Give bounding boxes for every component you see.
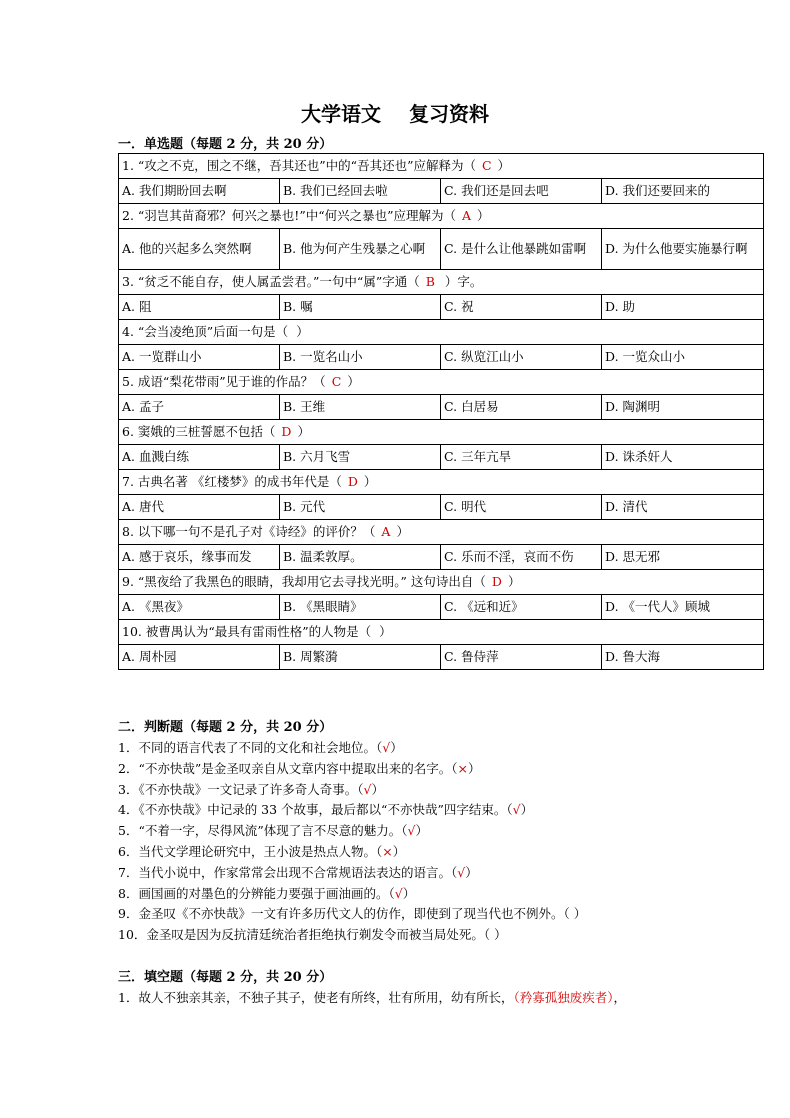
question-text: 1. “攻之不克，围之不继，吾其还也”中的“吾其还也”应解释为（ [122,158,476,173]
options-row [119,595,764,620]
answer-mark [288,324,296,339]
option-cell: D. 助 [602,295,764,320]
judgment-answer: × [457,760,468,776]
question-text-end: ）字。 [440,274,483,289]
judgment-text-end: ） [520,802,534,818]
answer-mark: D [281,424,292,439]
option-cell: D. 《一代人》顾城 [602,595,764,620]
section-heading-fill: 三．填空题（每题 2 分，共 20 分） [118,970,333,985]
option-cell: A. 血溅白练 [119,445,280,470]
question-row [119,154,764,179]
fill-answer: （矜寡孤独废疾者） [513,990,614,1005]
question-stem [119,270,764,295]
option-cell: D. 诛杀奸人 [602,445,764,470]
option-cell: A. 周朴园 [119,645,280,670]
option-cell: D. 思无邪 [602,545,764,570]
question-stem [119,154,764,179]
judgment-text: 1．不同的语言代表了不同的文化和社会地位。（ [118,740,383,755]
multiple-choice-table [118,153,764,670]
judgment-answer: √ [363,781,372,797]
question-row [119,370,764,395]
question-stem [119,470,764,495]
judgment-answer: √ [457,864,466,880]
option-cell: A. 孟子 [119,395,280,420]
question-text: 9. “黑夜给了我黑色的眼睛，我却用它去寻找光明。” 这句诗出自（ [122,574,486,589]
question-text-end: ） [363,474,377,489]
option-cell: C. 《远和近》 [441,595,602,620]
question-row [119,620,764,645]
option-cell: B. 一览名山小 [280,345,441,370]
question-row [119,204,764,229]
option-cell: D. 一览众山小 [602,345,764,370]
title-main: 大学语文 [301,102,381,126]
judgment-text: 4．《不亦快哉》中记录的 33 个故事，最后都以“不亦快哉”四字结束。（ [118,802,513,818]
question-text-end: ） [379,624,392,639]
judgment-answer: √ [512,802,521,818]
option-cell: B. 《黑眼睛》 [280,595,441,620]
option-cell: B. 他为何产生残暴之心啊 [280,229,441,270]
option-cell: C. 三年亢旱 [441,445,602,470]
options-row [119,495,764,520]
answer-mark: D [347,474,358,489]
option-cell: B. 周繁漪 [280,645,441,670]
judgment-item [118,925,586,946]
answer-mark: D [491,574,502,589]
question-stem [119,370,764,395]
option-cell: A. 我们期盼回去啊 [119,179,280,204]
judgment-item [118,904,586,925]
question-text: 6. 窦娥的三桩誓愿不包括（ [122,424,276,439]
judgment-text: 10．金圣叹是因为反抗清廷统治者拒绝执行剃发令而被当局处死。（ [118,927,491,943]
judgment-answer: × [382,843,393,859]
question-text-end: ） [477,208,490,223]
option-cell: C. 白居易 [441,395,602,420]
question-stem [119,420,764,445]
judgment-answer: √ [407,823,416,839]
option-cell: A. 阻 [119,295,280,320]
option-cell: C. 纵览江山小 [441,345,602,370]
option-cell: D. 我们还要回来的 [602,179,764,204]
option-cell: D. 为什么他要实施暴行啊 [602,229,764,270]
option-cell: B. 温柔敦厚。 [280,545,441,570]
question-row [119,270,764,295]
options-row [119,295,764,320]
question-text: 2. “羽岂其苗裔邪？何兴之暴也!”中“何兴之暴也”应理解为（ [122,208,456,223]
question-text-end: ） [347,374,360,389]
judgment-text-end: ） [467,760,481,776]
question-text: 5. 成语“梨花带雨”见于谁的作品？（ [122,374,326,389]
judgment-text-end: ） [465,864,478,880]
judgment-text-end: ） [569,906,587,922]
fill-item [118,988,626,1008]
answer-mark: C [481,158,492,173]
section-heading-tf: 二．判断题（每题 2 分，共 20 分） [118,720,333,735]
judgment-answer: √ [394,885,403,901]
option-cell: A. 感于哀乐，缘事而发 [119,545,280,570]
option-cell: A. 他的兴起多么突然啊 [119,229,280,270]
question-row [119,470,764,495]
question-text-end: ） [497,158,511,173]
judgment-text-end: ） [371,781,384,797]
judgment-text: 3．《不亦快哉》一文记录了许多奇人奇事。（ [118,781,364,797]
question-text-end: ） [296,324,309,339]
option-cell: C. 鲁侍萍 [441,645,602,670]
judgment-text-end: ） [392,843,406,859]
section-heading-mc: 一．单选题（每题 2 分，共 20 分） [118,137,333,152]
judgment-text-end: ） [402,885,416,901]
question-text-end: ） [297,424,310,439]
judgment-text: 6．当代文学理论研究中，王小波是热点人物。（ [118,843,383,859]
judgment-item [118,863,586,884]
option-cell: B. 嘱 [280,295,441,320]
option-cell: C. 是什么让他暴跳如雷啊 [441,229,602,270]
option-cell: C. 乐而不淫，哀而不伤 [441,545,602,570]
options-row [119,179,764,204]
fill-blank-list [118,988,626,1008]
option-cell: A. 《黑夜》 [119,595,280,620]
judgment-text-end: ） [415,823,428,839]
answer-mark: A [381,524,391,539]
question-text: 3. “贫乏不能自存，使人属孟尝君。”一句中“属”字通（ [122,274,420,289]
question-text: 8. 以下哪一句不是孔子对《诗经》的评价？（ [122,524,376,539]
fill-text-end: ， [613,990,626,1005]
option-cell: C. 祝 [441,295,602,320]
judgment-answer: √ [382,740,391,755]
judgment-item [118,780,586,801]
option-cell: A. 唐代 [119,495,280,520]
answer-mark: A [462,208,472,223]
question-row [119,520,764,545]
question-text-end: ） [396,524,409,539]
fill-text: 1．故人不独亲其亲，不独子其子，使老有所终，壮有所用，幼有所长， [118,990,514,1005]
page-title [0,98,790,127]
option-cell: D. 陶渊明 [602,395,764,420]
answer-mark [371,624,379,639]
option-cell: B. 我们已经回去啦 [280,179,441,204]
options-row [119,395,764,420]
option-cell: C. 明代 [441,495,602,520]
judgment-text: 7．当代小说中，作家常常会出现不合常规语法表达的语言。（ [118,864,458,880]
question-text-end: ） [507,574,521,589]
question-text: 7. 古典名著 《红楼梦》的成书年代是（ [122,474,342,489]
answer-mark: C [331,374,342,389]
question-row [119,570,764,595]
question-stem [119,320,764,345]
judgment-item [118,842,586,863]
true-false-list [118,738,586,946]
option-cell: D. 清代 [602,495,764,520]
judgment-item [118,821,586,842]
question-stem [119,520,764,545]
question-stem [119,570,764,595]
option-cell: A. 一览群山小 [119,345,280,370]
options-row [119,445,764,470]
question-stem [119,620,764,645]
judgment-item [118,800,586,821]
option-cell: B. 元代 [280,495,441,520]
question-stem [119,204,764,229]
judgment-text: 9．金圣叹《不亦快哉》一文有许多历代文人的仿作，即使到了现当代也不例外。（ [118,906,570,922]
judgment-text: 5．“不着一字，尽得风流”体现了言不尽意的魅力。（ [118,823,408,839]
judgment-text: 2．“不亦快哉”是金圣叹亲自从文章内容中提取出来的名字。（ [118,760,458,776]
question-text: 4. “会当凌绝顶”后面一句是（ [122,324,289,339]
question-row [119,320,764,345]
answer-mark: B [425,274,435,289]
options-row [119,345,764,370]
judgment-text-end: ） [490,927,507,943]
option-cell: B. 六月飞雪 [280,445,441,470]
option-cell: D. 鲁大海 [602,645,764,670]
option-cell: C. 我们还是回去吧 [441,179,602,204]
judgment-text: 8．画国画的对墨色的分辨能力要强于画油画的。（ [118,885,395,901]
options-row [119,645,764,670]
title-sub: 复习资料 [409,102,489,126]
judgment-item [118,884,586,905]
options-row [119,229,764,270]
judgment-item [118,759,586,780]
options-row [119,545,764,570]
judgment-item [118,738,586,759]
judgment-text-end: ） [390,740,403,755]
question-row [119,420,764,445]
option-cell: B. 王维 [280,395,441,420]
question-text: 10. 被曹禺认为“最具有雷雨性格”的人物是（ [122,624,372,639]
